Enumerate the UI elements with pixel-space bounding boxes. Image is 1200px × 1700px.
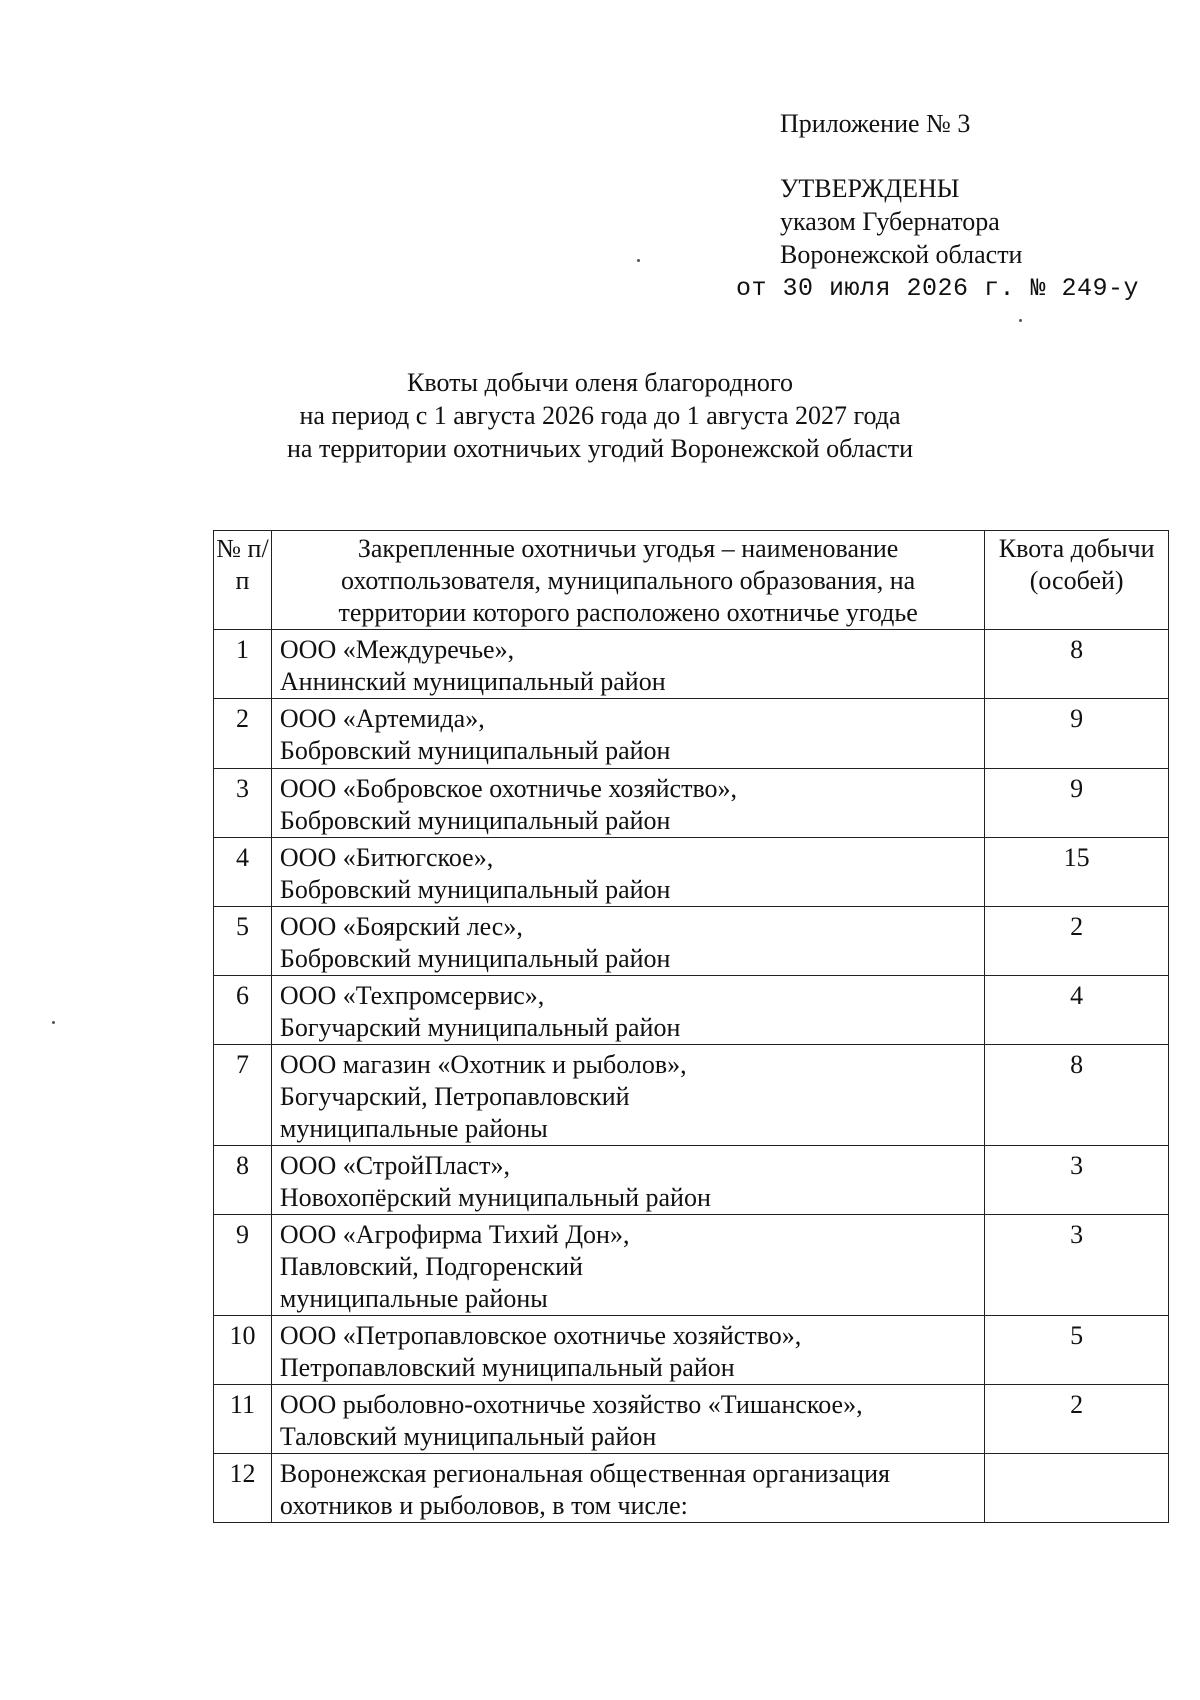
- row-name-line: Павловский, Подгоренский: [279, 1252, 583, 1281]
- row-quota: 9: [985, 699, 1169, 769]
- row-name-line: Бобровский муниципальный район: [279, 875, 671, 904]
- row-name-line: ООО «Петропавловское охотничье хозяйство»,: [279, 1321, 802, 1350]
- table-row: [214, 1316, 1169, 1385]
- row-number: 11: [214, 1385, 272, 1454]
- row-name: [271, 976, 984, 1045]
- row-name: [271, 1215, 984, 1316]
- table-row: [214, 1454, 1169, 1523]
- row-number: 3: [214, 769, 272, 838]
- row-quota: 5: [985, 1316, 1169, 1385]
- row-name-line: охотников и рыболовов, в том числе:: [279, 1491, 688, 1520]
- approved-heading: УТВЕРЖДЕНЫ: [780, 174, 960, 203]
- row-name: [271, 838, 984, 907]
- scan-speck: [1019, 319, 1022, 322]
- row-name-line: ООО «Техпромсервис»,: [279, 981, 545, 1010]
- table-row: [214, 838, 1169, 907]
- row-number: 12: [214, 1454, 272, 1523]
- row-name: [271, 630, 984, 699]
- quota-table: [213, 530, 1169, 1523]
- row-name: [271, 1146, 984, 1215]
- title-line-3: на территории охотничьих угодий Воронежской области: [287, 434, 913, 463]
- row-quota: 3: [985, 1215, 1169, 1316]
- row-name-line: муниципальные районы: [279, 1114, 548, 1143]
- row-name-line: Аннинский муниципальный район: [279, 667, 666, 696]
- row-name: [271, 1454, 984, 1523]
- document-title: [0, 366, 1200, 465]
- table-row: [214, 1045, 1169, 1146]
- row-quota: 8: [985, 630, 1169, 699]
- row-name-line: ООО «Артемида»,: [279, 704, 485, 733]
- row-quota: 2: [985, 907, 1169, 976]
- row-quota: [985, 1454, 1169, 1523]
- row-name-line: муниципальные районы: [279, 1284, 548, 1313]
- row-name-line: ООО рыболовно-охотничье хозяйство «Тишанское»,: [279, 1390, 863, 1419]
- appendix-label: Приложение № 3: [780, 109, 971, 138]
- row-quota: 8: [985, 1045, 1169, 1146]
- header-quota: Квота добычи (особей): [985, 531, 1169, 630]
- row-number: 8: [214, 1146, 272, 1215]
- row-name: [271, 769, 984, 838]
- row-name-line: Петропавловский муниципальный район: [279, 1353, 735, 1382]
- row-number: 1: [214, 630, 272, 699]
- approval-block: [780, 172, 1022, 271]
- row-name-line: Таловский муниципальный район: [279, 1422, 657, 1451]
- title-line-1: Квоты добычи оленя благородного: [407, 368, 793, 397]
- table-row: [214, 907, 1169, 976]
- row-number: 9: [214, 1215, 272, 1316]
- row-name-line: ООО «Агрофирма Тихий Дон»,: [279, 1220, 630, 1249]
- row-name-line: ООО «Междуречье»,: [279, 635, 515, 664]
- table-row: [214, 976, 1169, 1045]
- row-name-line: ООО «СтройПласт»,: [279, 1151, 511, 1180]
- row-number: 2: [214, 699, 272, 769]
- row-name-line: Новохопёрский муниципальный район: [279, 1183, 711, 1212]
- table-row: [214, 769, 1169, 838]
- row-number: 7: [214, 1045, 272, 1146]
- row-name-line: ООО «Бобровское охотничье хозяйство»,: [279, 774, 738, 803]
- scan-speck: [52, 1021, 55, 1024]
- row-number: 6: [214, 976, 272, 1045]
- approved-by-line-2: Воронежской области: [780, 240, 1023, 269]
- row-name: [271, 907, 984, 976]
- row-number: 10: [214, 1316, 272, 1385]
- row-quota: 4: [985, 976, 1169, 1045]
- table-row: [214, 1215, 1169, 1316]
- header-name: Закрепленные охотничьи угодья – наименование охотпользователя, муниципального образования, на территории которого расположено охотничье угодье: [271, 531, 984, 630]
- table-body: [214, 630, 1169, 1523]
- row-name-line: ООО «Боярский лес»,: [279, 912, 523, 941]
- row-name: [271, 1385, 984, 1454]
- row-name-line: ООО «Битюгское»,: [279, 843, 494, 872]
- row-name-line: Бобровский муниципальный район: [279, 944, 671, 973]
- row-name-line: Воронежская региональная общественная организация: [279, 1459, 890, 1488]
- row-quota: 9: [985, 769, 1169, 838]
- row-quota: 15: [985, 838, 1169, 907]
- row-name-line: Бобровский муниципальный район: [279, 806, 671, 835]
- scan-speck: [637, 259, 640, 262]
- row-name-line: ООО магазин «Охотник и рыболов»,: [279, 1050, 687, 1079]
- row-name-line: Богучарский муниципальный район: [279, 1013, 681, 1042]
- decree-date: от 30 июля 2026 г. № 249-у: [736, 274, 1140, 303]
- table-row: [214, 1385, 1169, 1454]
- approved-by-line-1: указом Губернатора: [780, 207, 1000, 236]
- table-row: [214, 630, 1169, 699]
- row-number: 4: [214, 838, 272, 907]
- row-name: [271, 1316, 984, 1385]
- row-name: [271, 1045, 984, 1146]
- row-name-line: Богучарский, Петропавловский: [279, 1082, 630, 1111]
- row-name: [271, 699, 984, 769]
- table-row: [214, 699, 1169, 769]
- title-line-2: на период с 1 августа 2026 года до 1 августа 2027 года: [299, 401, 901, 430]
- row-quota: 2: [985, 1385, 1169, 1454]
- row-name-line: Бобровский муниципальный район: [279, 736, 671, 765]
- header-num: № п/п: [214, 531, 272, 630]
- row-quota: 3: [985, 1146, 1169, 1215]
- table-row: [214, 1146, 1169, 1215]
- row-number: 5: [214, 907, 272, 976]
- table-header-row: [214, 531, 1169, 630]
